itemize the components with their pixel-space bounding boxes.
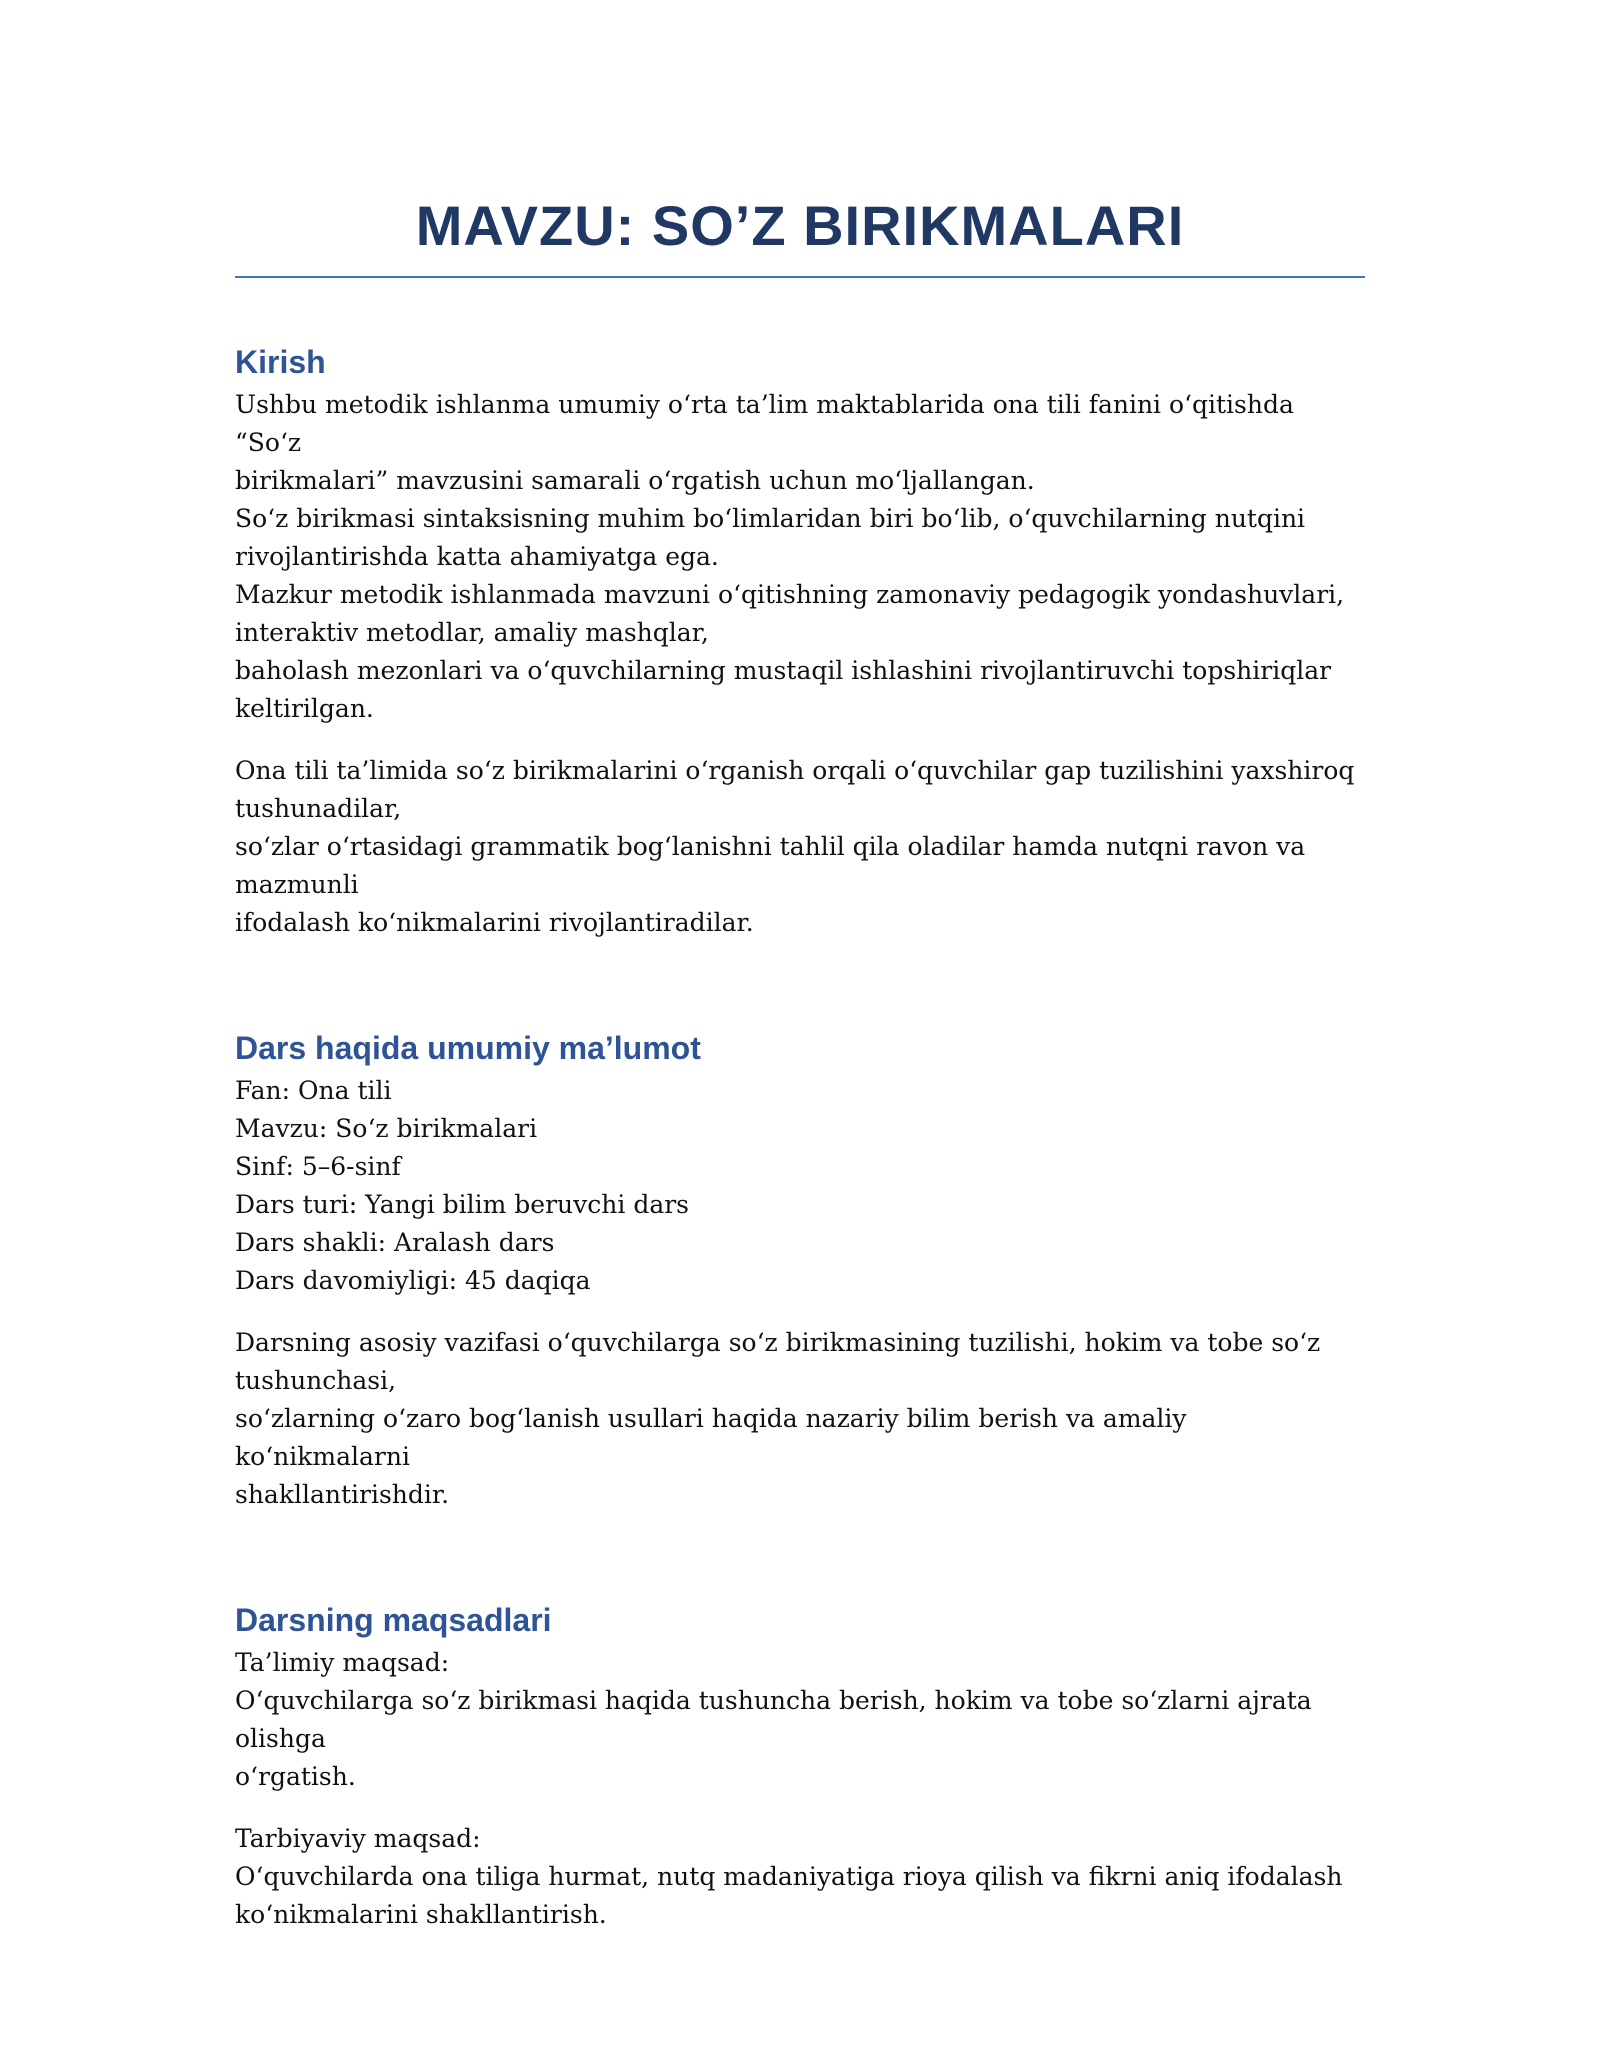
paragraph	[235, 1820, 1365, 1934]
text-line: Fan: Ona tili	[235, 1076, 392, 1105]
text-line: birikmalari” mavzusini samarali o‘rgatish uchun mo‘ljallangan.	[235, 466, 1035, 495]
text-line: o‘rgatish.	[235, 1762, 356, 1791]
paragraph	[235, 752, 1365, 942]
text-line: Tarbiyaviy maqsad:	[235, 1824, 481, 1853]
title-underline	[235, 276, 1365, 278]
text-line: so‘zlar o‘rtasidagi grammatik bog‘lanishni tahlil qila oladilar hamda nutqni ravon va mazmunli	[235, 832, 1306, 899]
section-maqsadlar	[235, 1598, 1365, 1934]
text-line: Mazkur metodik ishlanmada mavzuni o‘qitishning zamonaviy pedagogik yondashuvlari,	[235, 580, 1345, 609]
text-line: tushunchasi,	[235, 1366, 397, 1395]
text-line: rivojlantirishda katta ahamiyatga ega.	[235, 542, 719, 571]
text-line: Dars davomiyligi: 45 daqiqa	[235, 1266, 591, 1295]
section-kirish	[235, 340, 1365, 942]
text-line: keltirilgan.	[235, 694, 374, 723]
section-heading: Dars haqida umumiy ma’lumot	[235, 1030, 701, 1066]
text-line: interaktiv metodlar, amaliy mashqlar,	[235, 618, 709, 647]
paragraph	[235, 1072, 1365, 1300]
text-line: baholash mezonlari va o‘quvchilarning mustaqil ishlashini rivojlantiruvchi topshiriqlar	[235, 656, 1332, 685]
text-line: O‘quvchilarda ona tiliga hurmat, nutq madaniyatiga rioya qilish va fikrni aniq ifodalash	[235, 1862, 1343, 1891]
text-line: tushunadilar,	[235, 794, 402, 823]
section-heading: Kirish	[235, 344, 326, 380]
text-line: Dars shakli: Aralash dars	[235, 1228, 555, 1257]
text-line: ifodalash ko‘nikmalarini rivojlantiradilar.	[235, 908, 754, 937]
text-line: Darsning asosiy vazifasi o‘quvchilarga so‘z birikmasining tuzilishi, hokim va tobe so‘z	[235, 1328, 1321, 1357]
paragraph	[235, 1644, 1365, 1796]
text-line: ko‘nikmalarini shakllantirish.	[235, 1900, 607, 1929]
text-line: shakllantirishdir.	[235, 1480, 450, 1509]
text-line: so‘zlarning o‘zaro bog‘lanish usullari haqida nazariy bilim berish va amaliy ko‘nikmalarni	[235, 1404, 1187, 1471]
document-title: MAVZU: SO’Z BIRIKMALARI	[415, 194, 1185, 257]
paragraph	[235, 386, 1365, 728]
text-line: Ona tili ta’limida so‘z birikmalarini o‘rganish orqali o‘quvchilar gap tuzilishini yaxshiroq	[235, 756, 1355, 785]
text-line: O‘quvchilarga so‘z birikmasi haqida tushuncha berish, hokim va tobe so‘zlarni ajrata olishga	[235, 1686, 1312, 1753]
text-line: So‘z birikmasi sintaksisning muhim bo‘limlaridan biri bo‘lib, o‘quvchilarning nutqini	[235, 504, 1306, 533]
text-line: Mavzu: So‘z birikmalari	[235, 1114, 538, 1143]
text-line: Sinf: 5–6-sinf	[235, 1152, 401, 1181]
section-heading: Darsning maqsadlari	[235, 1602, 552, 1638]
document-page	[235, 190, 1365, 1934]
text-line: Ta’limiy maqsad:	[235, 1648, 450, 1677]
paragraph	[235, 1324, 1365, 1514]
text-line: Ushbu metodik ishlanma umumiy o‘rta ta’lim maktablarida ona tili fanini o‘qitishda “So‘z	[235, 390, 1294, 457]
text-line: Dars turi: Yangi bilim beruvchi dars	[235, 1190, 690, 1219]
section-dars-haqida	[235, 1026, 1365, 1514]
